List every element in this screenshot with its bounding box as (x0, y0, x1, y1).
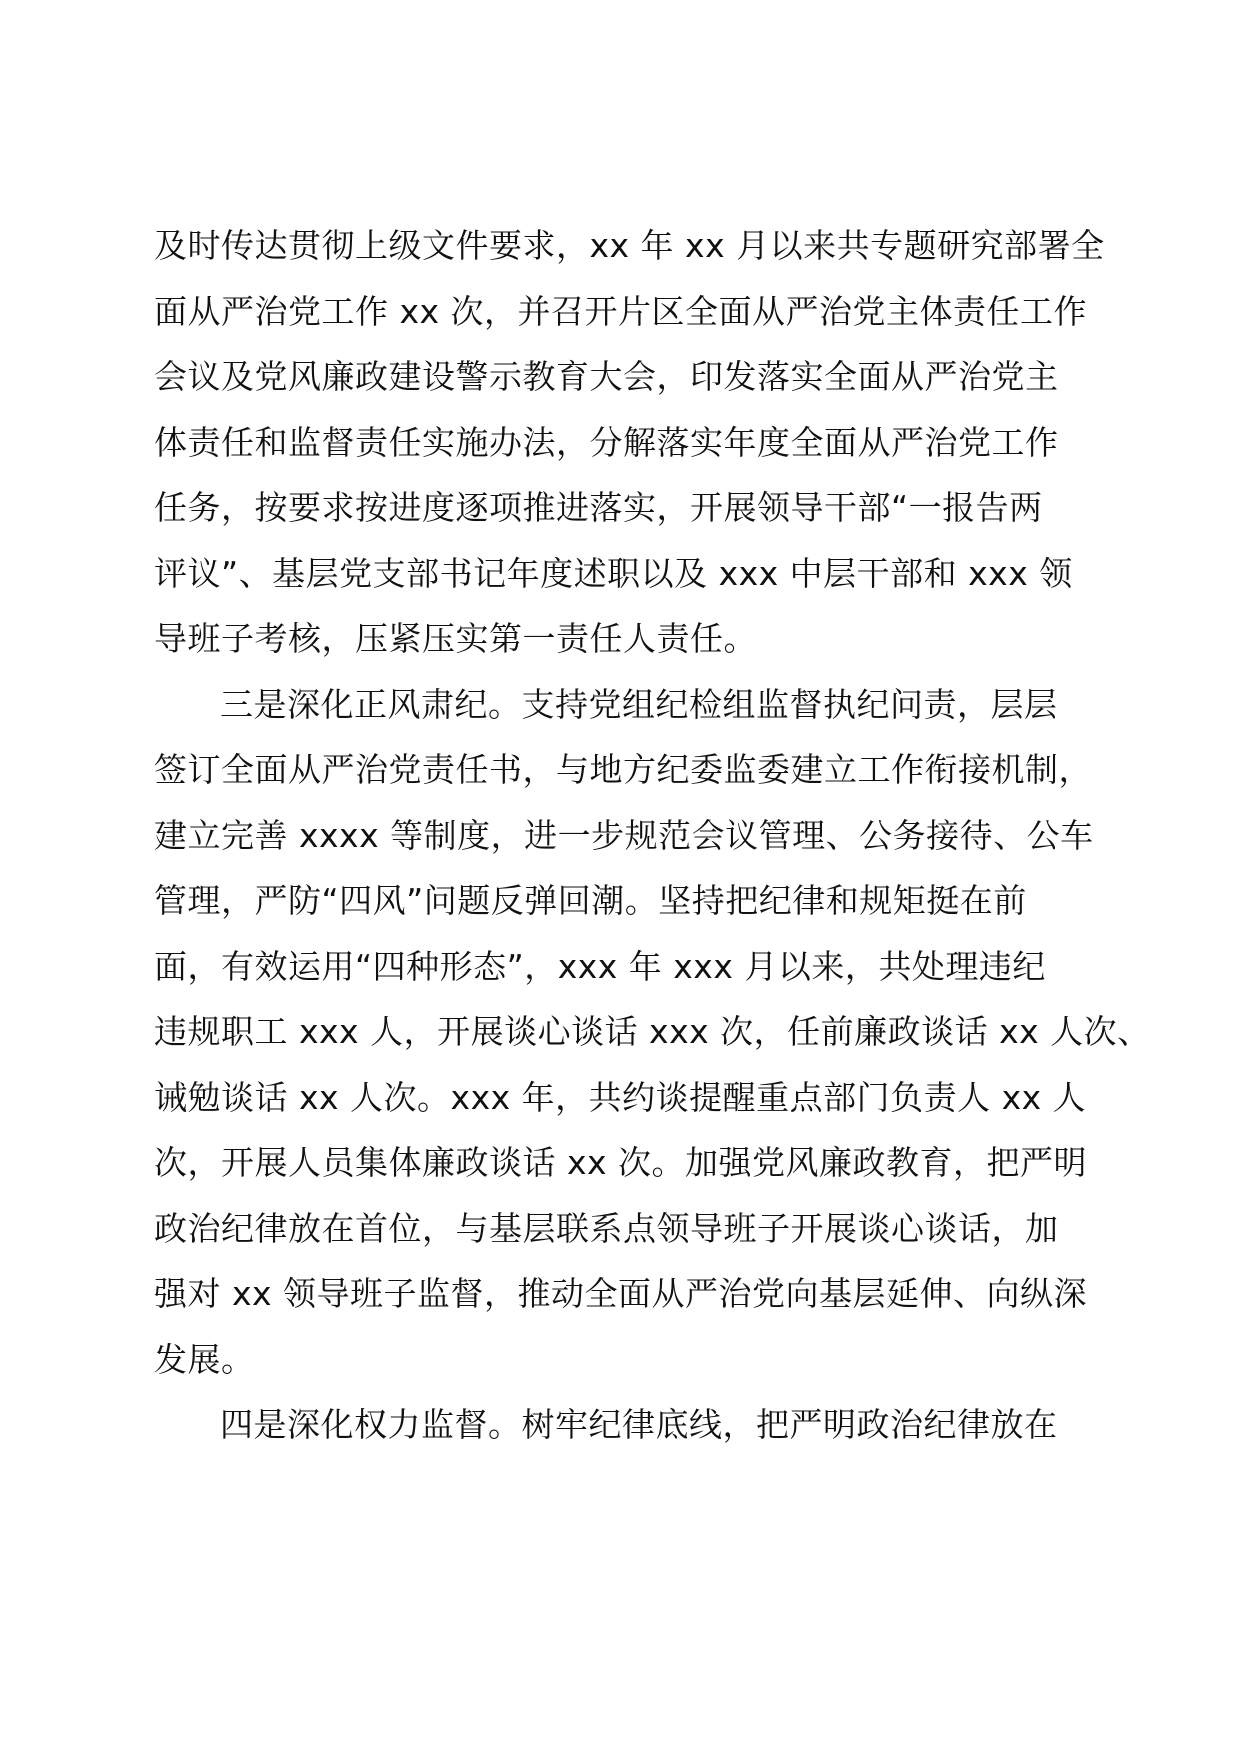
text-line: 违规职工 xxx 人，开展谈心谈话 xxx 次，任前廉政谈话 xx 人次、 (154, 1012, 1151, 1051)
text-line: 评议”、基层党支部书记年度述职以及 xxx 中层干部和 xxx 领 (154, 553, 1073, 593)
text-line: 及时传达贯彻上级文件要求，xx 年 xx 月以来共专题研究部署全 (154, 226, 1105, 265)
text-line: 签订全面从严治党责任书，与地方纪委监委建立工作衔接机制， (154, 750, 1092, 789)
text-line: 面从严治党工作 xx 次，并召开片区全面从严治党主体责任工作 (154, 291, 1088, 331)
text-line: 体责任和监督责任实施办法，分解落实年度全面从严治党工作 (154, 422, 1059, 462)
text-line: 会议及党风廉政建设警示教育大会，印发落实全面从严治党主 (154, 357, 1059, 396)
text-line: 管理，严防“四风”问题反弹回潮。坚持把纪律和规矩挺在前 (154, 881, 1027, 920)
paragraph-2 (154, 672, 1151, 1393)
text-line: 诫勉谈话 xx 人次。xxx 年，共约谈提醒重点部门负责人 xx 人 (154, 1077, 1087, 1117)
text-line: 面，有效运用“四种形态”，xxx 年 xxx 月以来，共处理违纪 (154, 946, 1046, 986)
text-line: 发展。 (154, 1339, 255, 1379)
paragraph-3 (154, 1392, 1104, 1458)
text-line: 三是深化正风肃纪。支持党组纪检组监督执纪问责，层层 (220, 684, 1058, 724)
text-line: 四是深化权力监督。树牢纪律底线，把严明政治纪律放在 (220, 1405, 1058, 1444)
text-line: 导班子考核，压紧压实第一责任人责任。 (154, 619, 757, 658)
paragraph-1 (154, 213, 1104, 672)
text-line: 任务，按要求按进度逐项推进落实，开展领导干部“一报告两 (154, 488, 1043, 527)
text-line: 建立完善 xxxx 等制度，进一步规范会议管理、公务接待、公车 (154, 815, 1094, 855)
text-line: 政治纪律放在首位，与基层联系点领导班子开展谈心谈话，加 (154, 1208, 1059, 1248)
text-line: 次，开展人员集体廉政谈话 xx 次。加强党风廉政教育，把严明 (154, 1143, 1088, 1182)
text-line: 强对 xx 领导班子监督，推动全面从严治党向基层延伸、向纵深 (154, 1274, 1088, 1313)
document-body (154, 213, 1151, 1458)
